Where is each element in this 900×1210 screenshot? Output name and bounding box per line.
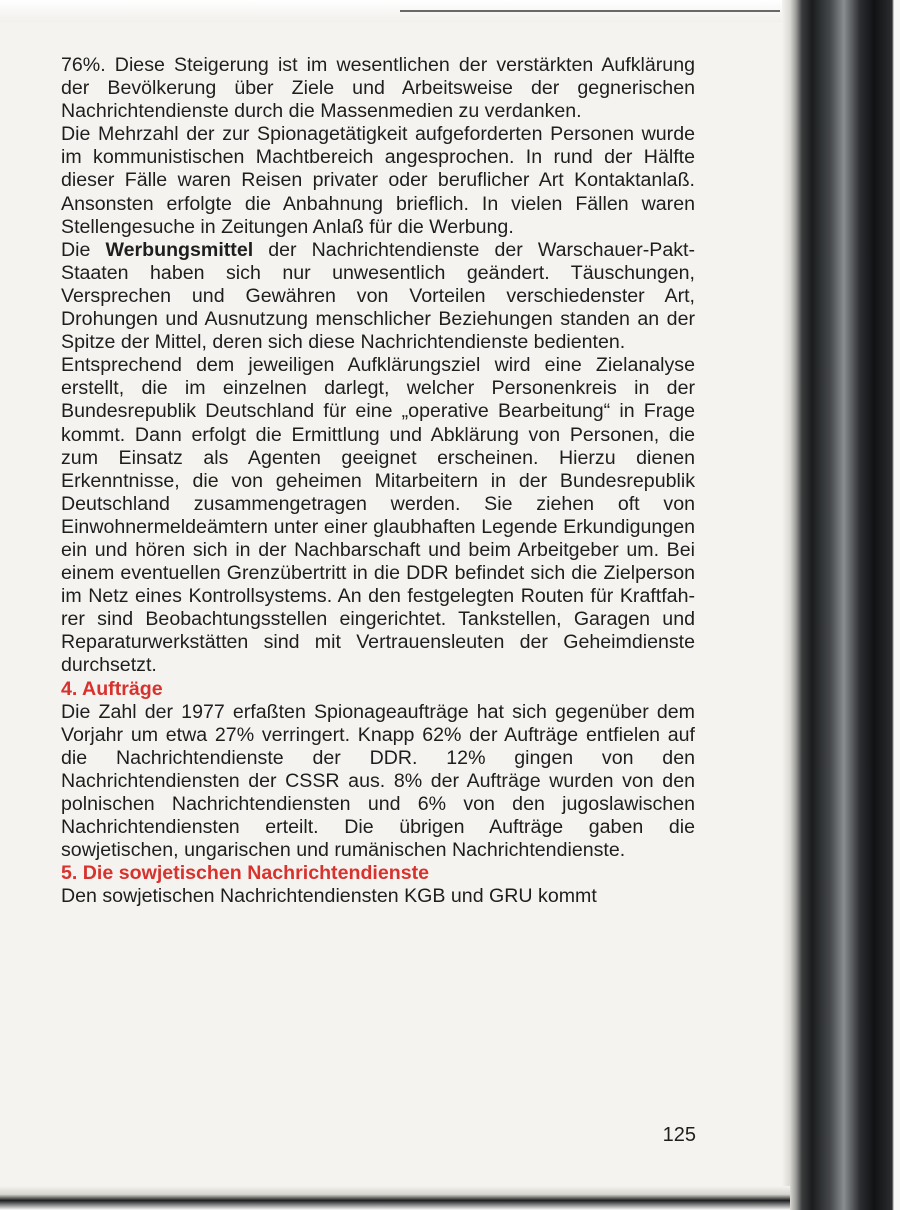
paragraph-3-rest: der Nachrichtendienste der Warschauer-Pakt-Staaten haben sich nur unwesentlich geändert. Täuschungen, Versprechen und Gewähren von Vorteilen verschiedenster Art, Drohungen und Ausnutzung menschlicher Beziehungen standen an der Spitze der Mittel, deren sich diese Nachrichtendienste bedienten. <box>61 238 695 354</box>
top-shadow-line <box>400 10 780 12</box>
werbungsmittel-term: Werbungsmittel <box>105 238 254 261</box>
paragraph-2: Die Mehrzahl der zur Spionagetätigkeit aufgeforderten Personen wurde im kommunistischen Machtbereich angesprochen. In rund der Hälfte dieser Fälle waren Reisen privater oder beruflicher Art Kontaktanlaß. Ansonsten erfolgte die Anbahnung brieflich. In vielen Fällen waren Stellengesuche in Zeitungen Anlaß für die Werbung. <box>61 123 695 238</box>
section-4-text: Die Zahl der 1977 erfaßten Spionageaufträge hat sich gegenüber dem Vorjahr um etwa 27% verringert. Knapp 62% der Aufträge entfielen auf die Nachrichtendienste der DDR. 12% gingen von den Nachrichtendiensten der CSSR aus. 8% der Aufträge wurden von den polnischen Nachrichtendiensten und 6% von den jugoslawischen Nachrichtendiensten erteilt. Die übrigen Aufträge gaben die sowjetischen, ungarischen und rumänischen Nachrichtendienste. <box>61 700 695 862</box>
paragraph-4: Entsprechend dem jeweiligen Aufklärungsziel wird eine Zielanalyse erstellt, die im einzelnen darlegt, welcher Personenkreis in der Bundesrepublik Deutschland für eine „operative Bearbeitung“ in Frage kommt. Dann erfolgt die Ermittlung und Abklärung von Personen, die zum Einsatz als Agenten geeignet erscheinen. Hierzu dienen Erkenntnisse, die von geheimen Mitarbeitern in der Bundesrepublik Deutschland zusammengetragen werden. Sie ziehen oft von Einwohnermeldeämtern unter einer glaubhaften Legende Erkundigungen ein und hören sich in der Nachbarschaft und beim Arbeitgeber um. Bei einem eventuellen Grenzübertritt in die DDR befindet sich die Zielperson im Netz eines Kontrollsystems. An den festgelegten Routen für Kraftfahrer sind Beobachtungsstellen eingerichtet. Tankstellen, Garagen und Reparaturwerkstätten sind mit Vertrauensleuten der Geheimdienste durchsetzt. <box>61 354 695 677</box>
paragraph-3 <box>61 239 695 354</box>
section-4-heading: 4. Aufträge <box>61 677 163 700</box>
section-5-text: Den sowjetischen Nachrichtendiensten KGB und GRU kommt <box>61 885 597 908</box>
paragraph-1: 76%. Diese Steigerung ist im wesentlichen der verstärkten Aufklärung der Bevölkerung über Ziele und Arbeitsweise der gegnerischen Nachrichtendienste durch die Massenmedien zu verdanken. <box>61 54 695 123</box>
section-5-heading: 5. Die sowjetischen Nachrichtendienste <box>61 862 430 885</box>
page-number: 125 <box>662 1124 696 1146</box>
page-body <box>61 54 695 908</box>
book-spine <box>782 0 900 1210</box>
paragraph-3-lead: Die <box>61 238 106 261</box>
page-bottom-edge <box>0 1186 790 1210</box>
